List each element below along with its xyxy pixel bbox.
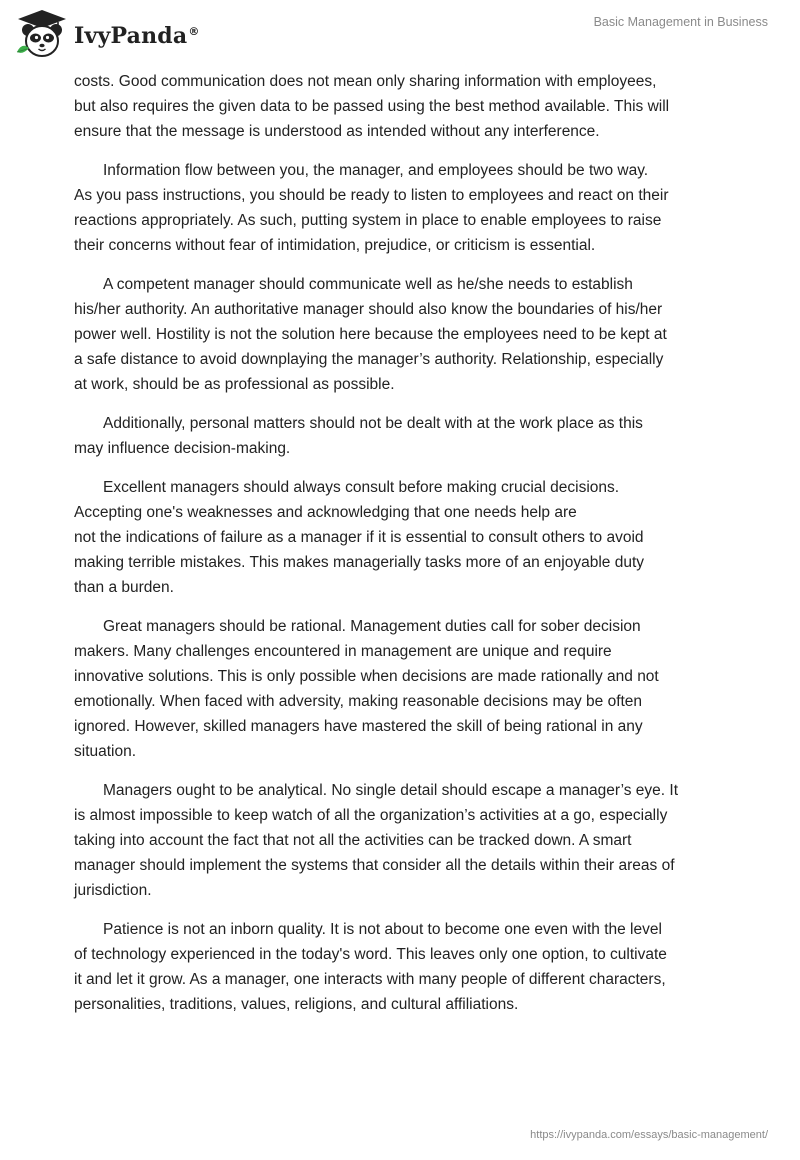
text-line: innovative solutions. This is only possible when decisions are made rationally and not [74, 668, 659, 685]
text-line: not the indications of failure as a manager if it is essential to consult others to avoid [74, 529, 644, 546]
text-line: reactions appropriately. As such, putting system in place to enable employees to raise [74, 212, 662, 229]
text-line: Managers ought to be analytical. No single detail should escape a manager’s eye. It [103, 782, 679, 799]
text-line: jurisdiction. [74, 882, 152, 899]
paragraph [74, 411, 734, 461]
text-line: Information flow between you, the manager, and employees should be two way. [103, 162, 649, 179]
text-line: is almost impossible to keep watch of all the organization’s activities at a go, especially [74, 807, 668, 824]
text-line: their concerns without fear of intimidation, prejudice, or criticism is essential. [74, 237, 596, 254]
text-line: ignored. However, skilled managers have mastered the skill of being rational in any [74, 718, 643, 735]
paragraph [74, 917, 734, 1017]
registered-mark: ® [188, 24, 200, 38]
text-line: emotionally. When faced with adversity, making reasonable decisions may be often [74, 693, 643, 710]
paragraph [74, 69, 734, 144]
text-line: than a burden. [74, 579, 174, 596]
brand-text: IvyPanda [74, 23, 188, 49]
text-line: costs. Good communication does not mean only sharing information with employees, [74, 73, 657, 90]
text-line: situation. [74, 743, 137, 760]
paragraph [74, 158, 734, 258]
document-title: Basic Management in Business [593, 15, 768, 29]
text-line: taking into account the fact that not all the activities can be tracked down. A smart [74, 832, 632, 849]
brand-name [74, 23, 200, 49]
text-line: makers. Many challenges encountered in management are unique and require [74, 643, 612, 660]
text-line: Accepting one's weaknesses and acknowledging that one needs help are [74, 504, 577, 521]
text-line: Excellent managers should always consult before making crucial decisions. [103, 479, 620, 496]
text-line: As you pass instructions, you should be ready to listen to employees and react on their [74, 187, 669, 204]
text-line: making terrible mistakes. This makes managerially tasks more of an enjoyable duty [74, 554, 645, 571]
text-line: A competent manager should communicate well as he/she needs to establish [103, 276, 633, 293]
text-line: Additionally, personal matters should not be dealt with at the work place as this [103, 415, 643, 432]
text-line: power well. Hostility is not the solution here because the employees need to be kept at [74, 326, 667, 343]
text-line: personalities, traditions, values, religions, and cultural affiliations. [74, 996, 519, 1013]
text-line: a safe distance to avoid downplaying the manager’s authority. Relationship, especially [74, 351, 664, 368]
text-line: may influence decision-making. [74, 440, 291, 457]
source-url-link[interactable]: https://ivypanda.com/essays/basic-management/ [530, 1129, 768, 1141]
panda-graduate-icon [14, 8, 70, 60]
paragraph [74, 272, 734, 397]
text-line: but also requires the given data to be passed using the best method available. This will [74, 98, 670, 115]
text-line: Great managers should be rational. Management duties call for sober decision [103, 618, 641, 635]
text-line: at work, should be as professional as possible. [74, 376, 395, 393]
ivypanda-logo[interactable] [14, 8, 200, 60]
text-line: Patience is not an inborn quality. It is not about to become one even with the level [103, 921, 662, 938]
text-line: manager should implement the systems that consider all the details within their areas of [74, 857, 675, 874]
text-line: ensure that the message is understood as intended without any interference. [74, 123, 600, 140]
paragraph [74, 614, 734, 764]
text-line: it and let it grow. As a manager, one interacts with many people of different characters, [74, 971, 666, 988]
essay-body [74, 69, 734, 1031]
text-line: his/her authority. An authoritative manager should also know the boundaries of his/her [74, 301, 663, 318]
paragraph [74, 475, 734, 600]
text-line: of technology experienced in the today's word. This leaves only one option, to cultivate [74, 946, 667, 963]
page-header [0, 0, 800, 70]
paragraph [74, 778, 734, 903]
